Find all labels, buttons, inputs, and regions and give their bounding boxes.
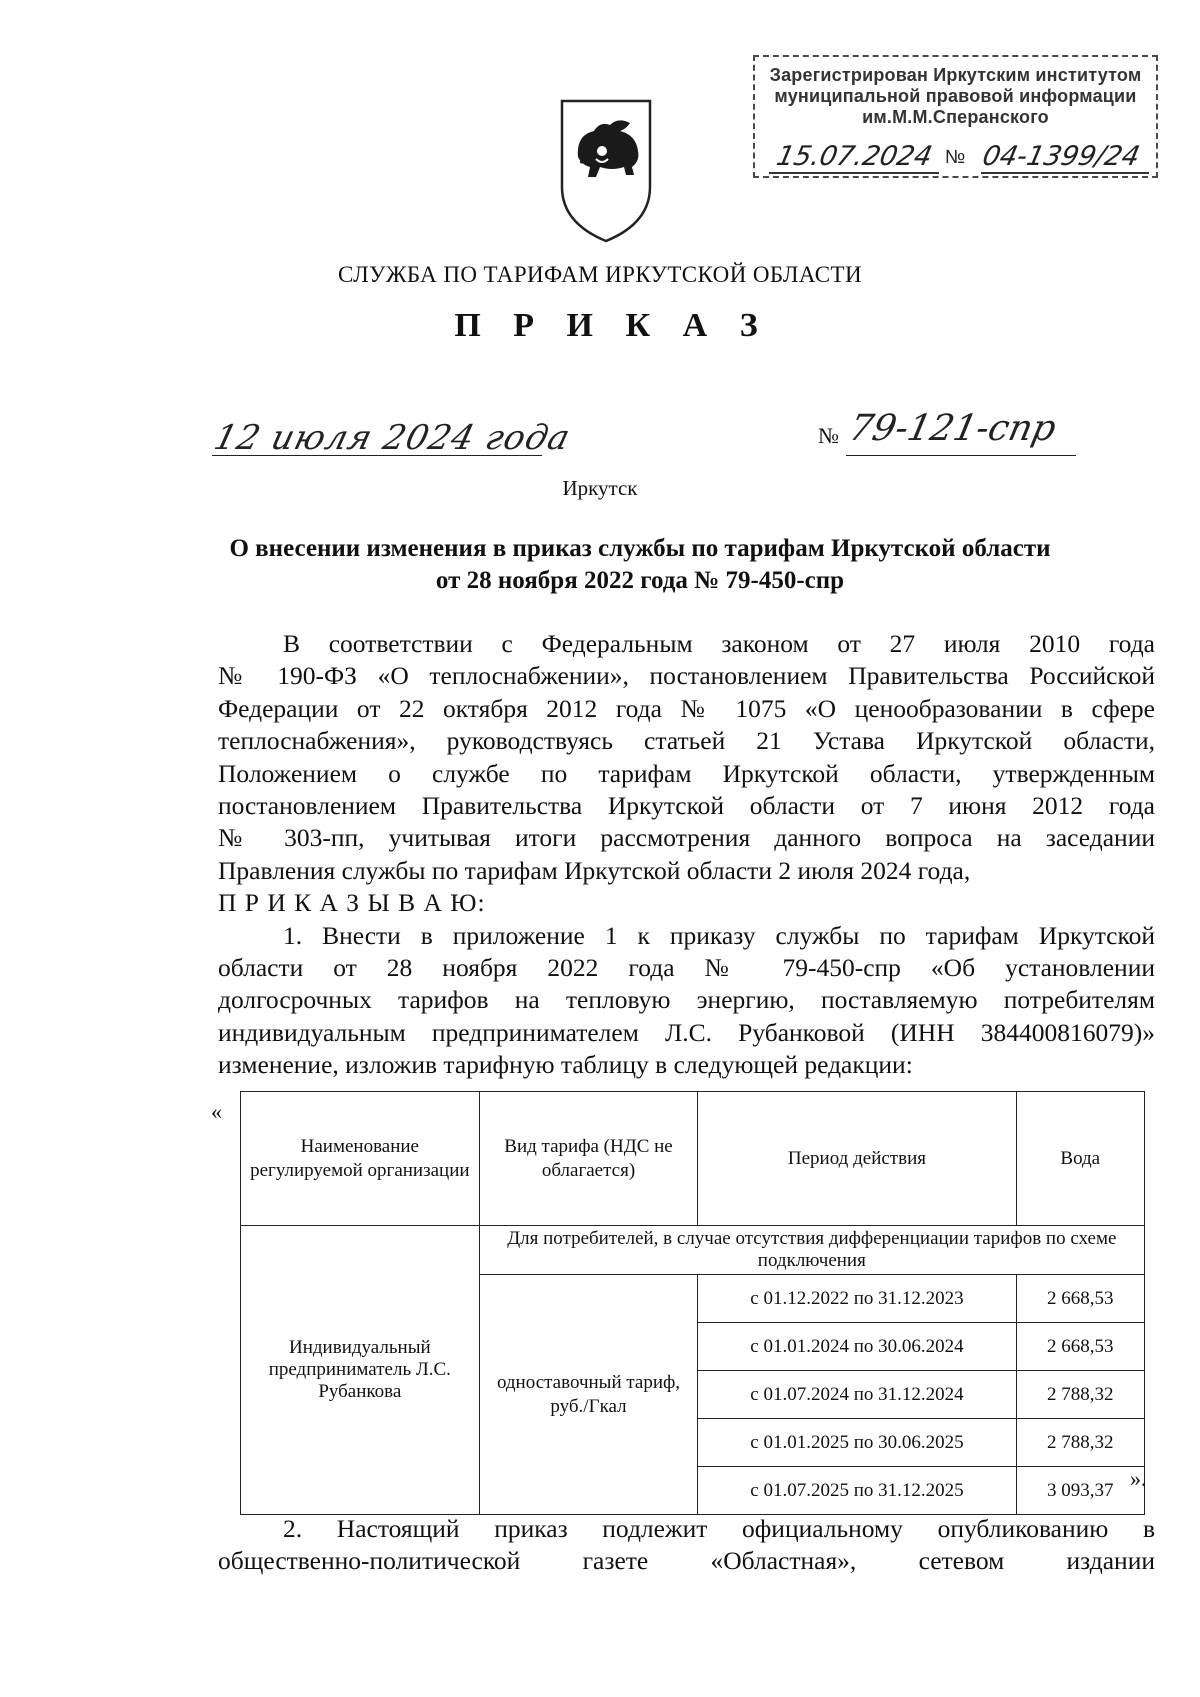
item1-line: области от 28 ноября 2022 года № 79-450-спр «Об установлении — [218, 953, 1155, 983]
title-line-2: от 28 ноября 2022 года № 79-450-спр — [435, 567, 845, 594]
table-close-quote: ». — [1130, 1466, 1147, 1491]
organization-cell: Индивидуальный предприниматель Л.С. Рубанкова — [241, 1226, 480, 1515]
table-open-quote: « — [211, 1099, 222, 1124]
item2-line: 2. Настоящий приказ подлежит официальному опубликованию в — [283, 1514, 1155, 1543]
value-cell: 2 788,32 — [1016, 1419, 1144, 1467]
issuing-authority: СЛУЖБА ПО ТАРИФАМ ИРКУТСКОЙ ОБЛАСТИ — [338, 262, 862, 287]
item1-line: индивидуальным предпринимателем Л.С. Рубанковой (ИНН 384400816079)» — [218, 1017, 1155, 1047]
value-cell: 2 668,53 — [1016, 1275, 1144, 1323]
consumer-group-row — [241, 1226, 1145, 1275]
preamble-line: Федерации от 22 октября 2012 года № 1075 «О ценообразовании в сфере — [218, 693, 1155, 723]
stamp-line-2: муниципальной правовой информации — [774, 86, 1137, 106]
stamp-registration-date: 15.07.2024 — [773, 141, 935, 172]
value-cell: 3 093,37 — [1016, 1467, 1144, 1515]
header-water: Вода — [1016, 1092, 1144, 1226]
order-word: П Р И К А З Ы В А Ю: — [218, 888, 486, 918]
stamp-line-3: им.М.М.Сперанского — [862, 107, 1049, 127]
date-underline — [212, 455, 542, 456]
item1-line: изменение, изложив тарифную таблицу в следующей редакции: — [218, 1050, 913, 1080]
stamp-registration-number: 04-1399/24 — [979, 141, 1143, 172]
document-type-heading: П Р И К А З — [454, 307, 770, 344]
title-line-1: О внесении изменения в приказ службы по тарифам Иркутской области — [229, 535, 1051, 562]
preamble-line: Правления службы по тарифам Иркутской области 2 июля 2024 года, — [218, 855, 971, 885]
preamble-paragraph — [218, 628, 1155, 1082]
item1-line: 1. Внести в приложение 1 к приказу службы по тарифам Иркутской — [283, 920, 1155, 950]
period-cell: с 01.07.2025 по 31.12.2025 — [698, 1467, 1016, 1515]
stamp-number-underline — [981, 172, 1149, 174]
preamble-line: В соответствии с Федеральным законом от 27 июля 2010 года — [283, 629, 1155, 658]
registration-stamp — [753, 55, 1158, 178]
consumer-group-cell: Для потребителей, в случае отсутствия дифференциации тарифов по схеме подключения — [479, 1226, 1144, 1275]
preamble-line: № 190-ФЗ «О теплоснабжении», постановлением Правительства Российской — [218, 661, 1155, 691]
table-header-row — [241, 1092, 1145, 1226]
order-title — [120, 533, 1160, 597]
item2-line: общественно-политической газете «Областная», сетевом издании — [218, 1546, 1155, 1576]
preamble-line: теплоснабжения», руководствуясь статьей 21 Устава Иркутской области, — [218, 726, 1155, 756]
city: Иркутск — [562, 476, 638, 500]
tariff-table — [240, 1091, 1145, 1515]
value-cell: 2 668,53 — [1016, 1323, 1144, 1371]
preamble-line: № 303-пп, учитывая итоги рассмотрения данного вопроса на заседании — [218, 823, 1155, 853]
header-tariff-type: Вид тарифа (НДС не облагается) — [479, 1092, 698, 1226]
preamble-line: постановлением Правительства Иркутской области от 7 июня 2012 года — [218, 791, 1155, 821]
handwritten-order-number: 79-121-спр — [845, 408, 1060, 449]
handwritten-order-date: 12 июля 2024 года — [210, 418, 575, 458]
period-cell: с 01.01.2024 по 30.06.2024 — [698, 1323, 1016, 1371]
number-underline — [846, 455, 1076, 456]
coat-of-arms-emblem — [556, 95, 656, 245]
preamble-line: Положением о службе по тарифам Иркутской области, утвержденным — [218, 758, 1155, 788]
stamp-line-1: Зарегистрирован Иркутским институтом — [769, 65, 1142, 85]
period-cell: с 01.01.2025 по 30.06.2025 — [698, 1419, 1016, 1467]
item1-line: долгосрочных тарифов на тепловую энергию, поставляемую потребителям — [218, 985, 1155, 1015]
stamp-number-label: № — [945, 147, 966, 168]
header-organization: Наименование регулируемой организации — [241, 1092, 480, 1226]
order-number-sign: № — [818, 423, 839, 448]
tariff-type-cell: одноставочный тариф, руб./Гкал — [479, 1275, 698, 1515]
header-period: Период действия — [698, 1092, 1016, 1226]
period-cell: с 01.07.2024 по 31.12.2024 — [698, 1371, 1016, 1419]
stamp-date-underline — [769, 172, 939, 174]
period-cell: с 01.12.2022 по 31.12.2023 — [698, 1275, 1016, 1323]
item2-paragraph — [218, 1513, 1155, 1578]
value-cell: 2 788,32 — [1016, 1371, 1144, 1419]
